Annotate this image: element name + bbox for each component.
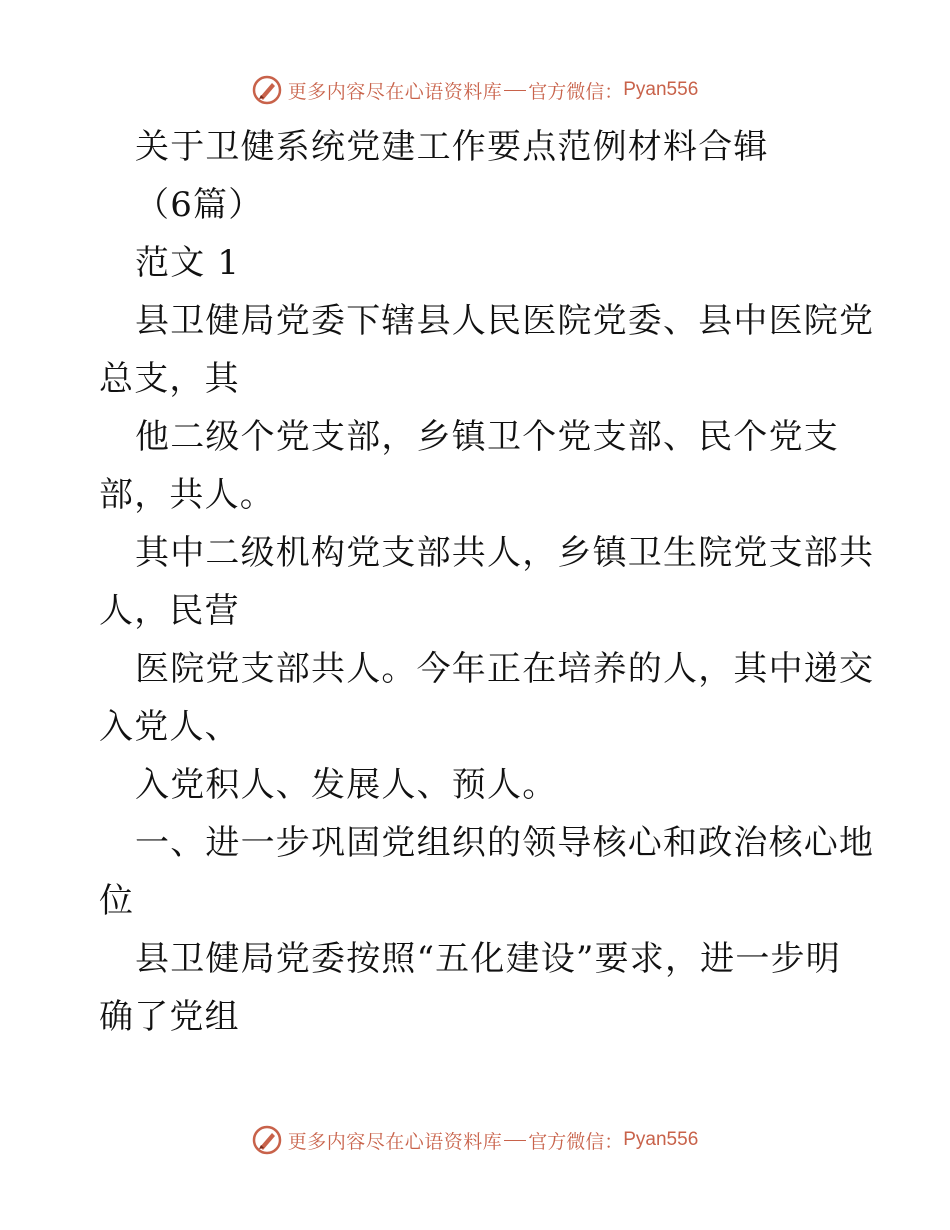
pen-logo-icon	[252, 1125, 282, 1155]
document-line: 确了党组	[99, 997, 240, 1037]
banner-wechat-label: 官方微信：	[528, 80, 624, 103]
document-line: 入党积人、发展人、预人。	[135, 765, 558, 805]
banner-dash	[504, 90, 526, 91]
document-line: 范文 1	[135, 243, 241, 283]
document-line: 关于卫健系统党建工作要点范例材料合辑	[135, 127, 769, 167]
document-line: 入党人、	[99, 707, 240, 747]
banner-wechat-label: 官方微信：	[528, 1130, 624, 1153]
banner-account: Pyan556	[623, 79, 699, 100]
header-banner	[0, 70, 950, 110]
document-line: 部，共人。	[99, 475, 275, 515]
pen-logo-icon	[252, 75, 282, 105]
banner-text: 更多内容尽在心语资料库	[287, 1130, 503, 1153]
document-line: （6篇）	[135, 185, 264, 225]
document-line: 其中二级机构党支部共人，乡镇卫生院党支部共	[135, 533, 875, 573]
footer-banner	[0, 1120, 950, 1160]
document-line: 一、进一步巩固党组织的领导核心和政治核心地	[135, 823, 875, 863]
banner-dash	[504, 1140, 526, 1141]
document-line: 总支，其	[99, 359, 240, 399]
document-line: 他二级个党支部，乡镇卫个党支部、民个党支	[135, 417, 839, 457]
document-line: 县卫健局党委下辖县人民医院党委、县中医院党	[135, 301, 875, 341]
banner-text: 更多内容尽在心语资料库	[287, 80, 503, 103]
document-line: 医院党支部共人。今年正在培养的人，其中递交	[135, 649, 875, 689]
document-line: 位	[99, 881, 135, 921]
document-body	[99, 118, 875, 1046]
banner-account: Pyan556	[623, 1129, 699, 1150]
document-line: 人，民营	[99, 591, 240, 631]
document-line: 县卫健局党委按照“五化建设”要求，进一步明	[135, 939, 841, 979]
